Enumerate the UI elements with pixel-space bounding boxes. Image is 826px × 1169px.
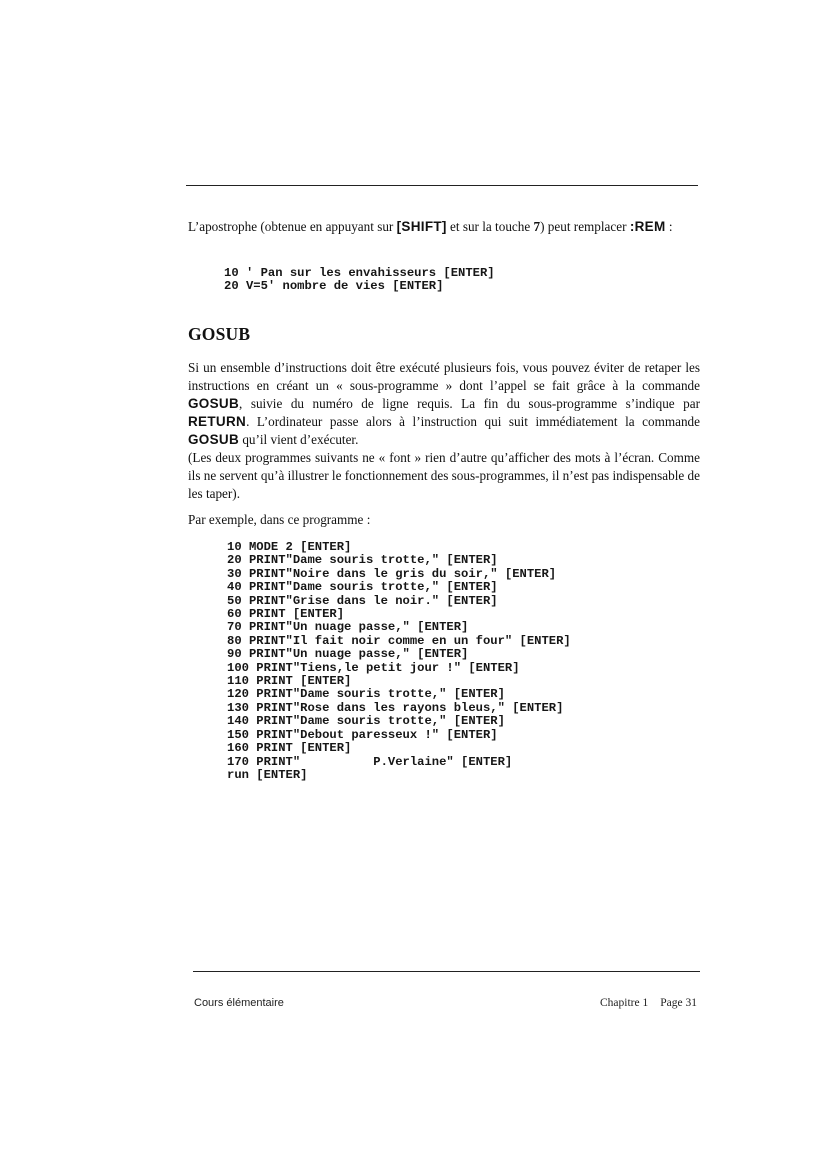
gosub-text-4: qu’il vient d’exécuter.: [239, 432, 359, 447]
key-shift: [SHIFT]: [396, 219, 447, 234]
code-line: 160 PRINT [ENTER]: [227, 741, 352, 756]
section-heading: GOSUB: [188, 324, 251, 344]
gosub-text-1: Si un ensemble d’instructions doit être exécuté plusieurs fois, vous pouvez éviter de retaper les instructions en créant un « sous-programme » dont l’appel se fait grâce à la commande: [188, 360, 700, 393]
code-line: 170 PRINT" P.Verlaine" [ENTER]: [227, 754, 513, 769]
code-line: 10 MODE 2 [ENTER]: [227, 540, 352, 554]
intro-text-3: ) peut remplacer: [540, 219, 630, 234]
note-paragraph: (Les deux programmes suivants ne « font » rien d’autre qu’afficher des mots à l’écran. Comme ils ne servent qu’à illustrer le fonctionnement des sous-programmes, il n’est pas indispensable de les taper).: [188, 450, 700, 501]
code-line: 30 PRINT"Noire dans le gris du soir," [ENTER]: [227, 566, 557, 581]
footer-page-info: [600, 997, 697, 1009]
code-line: 90 PRINT"Un nuage passe," [ENTER]: [227, 647, 469, 662]
code-line: 50 PRINT"Grise dans le noir." [ENTER]: [227, 593, 498, 608]
code-line: 20 PRINT"Dame souris trotte," [ENTER]: [227, 553, 498, 568]
code-line: 40 PRINT"Dame souris trotte," [ENTER]: [227, 580, 498, 595]
intro-text-1: L’apostrophe (obtenue en appuyant sur: [188, 219, 397, 234]
gosub-text-3: . L’ordinateur passe alors à l’instruction qui suit immédiatement la commande: [246, 414, 700, 429]
example-paragraph: Par exemple, dans ce programme :: [188, 512, 371, 527]
code-line: 100 PRINT"Tiens,le petit jour !" [ENTER]: [227, 660, 520, 675]
footer-page-number: Page 31: [660, 997, 697, 1009]
footer-chapter: Chapitre 1: [600, 997, 649, 1009]
code-line: 130 PRINT"Rose dans les rayons bleus," [ENTER]: [227, 700, 564, 715]
key-7: 7: [533, 219, 541, 234]
gosub-paragraph: [188, 359, 700, 449]
code-line: 110 PRINT [ENTER]: [227, 674, 352, 689]
keyword-return: RETURN: [188, 414, 247, 429]
code-line: 140 PRINT"Dame souris trotte," [ENTER]: [227, 714, 505, 729]
footer-book-title: Cours élémentaire: [194, 997, 284, 1009]
intro-paragraph: [188, 218, 700, 236]
gosub-text-2: , suivie du numéro de ligne requis. La fin du sous-programme s’indique par: [239, 396, 700, 411]
code-line: 60 PRINT [ENTER]: [227, 607, 345, 622]
code-line: 10 ' Pan sur les envahisseurs [ENTER]: [224, 266, 495, 280]
keyword-rem: :REM: [629, 219, 666, 234]
code-line: 150 PRINT"Debout paresseux !" [ENTER]: [227, 727, 498, 742]
code-block-program: [227, 541, 571, 782]
keyword-gosub: GOSUB: [188, 432, 240, 447]
code-line: 120 PRINT"Dame souris trotte," [ENTER]: [227, 687, 505, 702]
bottom-rule: [193, 971, 700, 972]
code-line: 80 PRINT"Il fait noir comme en un four" [ENTER]: [227, 633, 571, 648]
code-line: run [ENTER]: [227, 767, 308, 782]
top-rule: [186, 185, 698, 186]
intro-text-4: :: [665, 219, 673, 234]
code-line: 70 PRINT"Un nuage passe," [ENTER]: [227, 620, 469, 635]
code-block-rem: [224, 267, 495, 294]
intro-text-2: et sur la touche: [446, 219, 534, 234]
code-line: 20 V=5' nombre de vies [ENTER]: [224, 279, 444, 294]
keyword-gosub: GOSUB: [188, 396, 240, 411]
